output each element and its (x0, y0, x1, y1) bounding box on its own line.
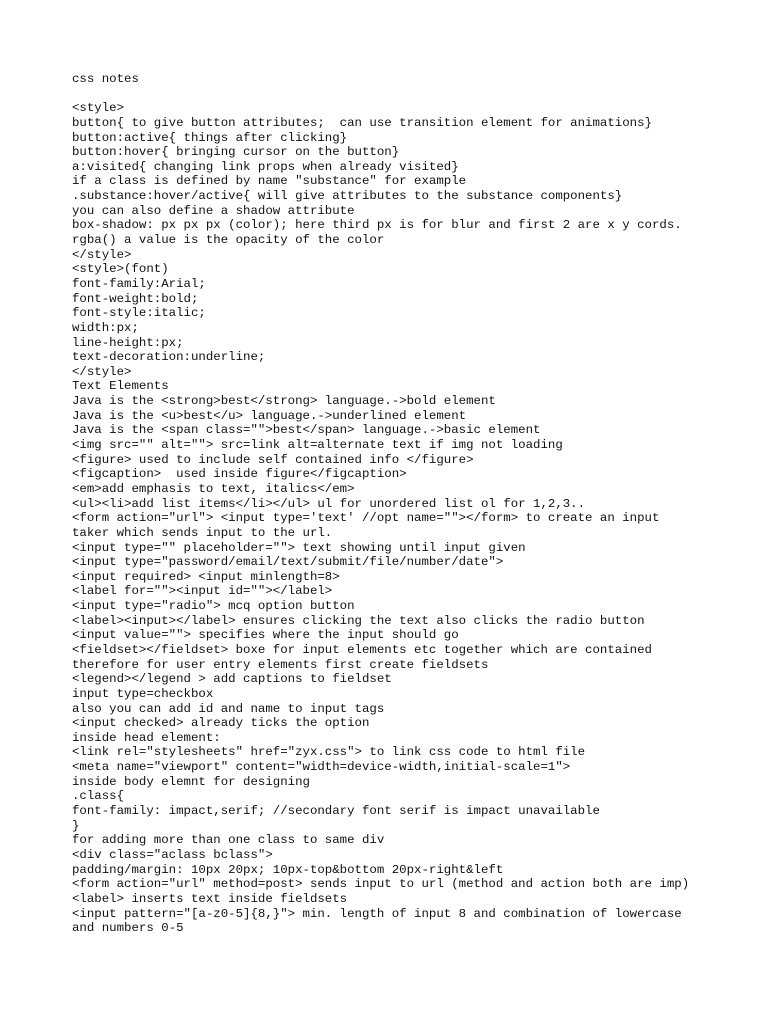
text-line: and numbers 0-5 (72, 921, 184, 936)
text-line: inside body elemnt for designing (72, 774, 310, 789)
text-line: </style> (72, 247, 132, 262)
text-line: <figure> used to include self contained info </figure> (72, 452, 474, 467)
text-line: font-weight:bold; (72, 291, 199, 306)
text-line: <fieldset></fieldset> boxe for input elements etc together which are contained (72, 642, 652, 657)
text-line: <label><input></label> ensures clicking the text also clicks the radio button (72, 613, 645, 628)
text-line: .substance:hover/active{ will give attributes to the substance components} (72, 189, 623, 204)
text-line: <legend></legend > add captions to fieldset (72, 672, 392, 687)
text-line: box-shadow: px px px (color); here third px is for blur and first 2 are x y cords. (72, 218, 682, 233)
text-line: <label for=""><input id=""></label> (72, 584, 333, 599)
text-line: line-height:px; (72, 335, 184, 350)
text-line: font-family: impact,serif; //secondary font serif is impact unavailable (72, 804, 600, 819)
text-line: <label> inserts text inside fieldsets (72, 891, 348, 906)
text-line: <style> (72, 101, 125, 116)
text-line: Java is the <span class="">best</span> language.->basic element (72, 423, 541, 438)
text-line: font-family:Arial; (72, 276, 206, 291)
text-line: <meta name="viewport" content="width=device-width,initial-scale=1"> (72, 760, 571, 775)
text-line: rgba() a value is the opacity of the color (72, 233, 385, 248)
text-line: <input type="" placeholder=""> text showing until input given (72, 540, 526, 555)
text-line: button:hover{ bringing cursor on the button} (72, 145, 400, 160)
text-line: if a class is defined by name "substance" for example (72, 174, 467, 189)
text-line: Java is the <u>best</u> language.->underlined element (72, 408, 467, 423)
text-line: font-style:italic; (72, 306, 206, 321)
document-title: css notes (72, 72, 139, 86)
text-line: taker which sends input to the url. (72, 525, 333, 540)
text-line: <input pattern="[a-z0-5]{8,}"> min. length of input 8 and combination of lowercase (72, 906, 682, 921)
text-line: also you can add id and name to input tags (72, 701, 385, 716)
document-body (72, 72, 752, 936)
text-line: <form action="url" method=post> sends input to url (method and action both are imp) (72, 877, 690, 892)
document-lines (72, 87, 752, 936)
text-line: padding/margin: 10px 20px; 10px-top&bottom 20px-right&left (72, 862, 504, 877)
text-line: button{ to give button attributes; can use transition element for animations} (72, 115, 652, 130)
text-line (72, 87, 752, 102)
text-line: <input type="password/email/text/submit/file/number/date"> (72, 555, 504, 570)
text-line: input type=checkbox (72, 686, 214, 701)
text-line: Java is the <strong>best</strong> language.->bold element (72, 394, 496, 409)
text-line: .class{ (72, 789, 125, 804)
text-line: } (72, 818, 80, 833)
text-line: <ul><li>add list items</li></ul> ul for unordered list ol for 1,2,3.. (72, 496, 586, 511)
text-line: <div class="aclass bclass"> (72, 847, 273, 862)
text-line: </style> (72, 364, 132, 379)
text-line: <figcaption> used inside figure</figcaption> (72, 467, 407, 482)
text-line: therefore for user entry elements first create fieldsets (72, 657, 489, 672)
text-line: button:active{ things after clicking} (72, 130, 348, 145)
text-line: <input value=""> specifies where the input should go (72, 628, 459, 643)
text-line: <style>(font) (72, 262, 169, 277)
text-line: <em>add emphasis to text, italics</em> (72, 481, 355, 496)
text-line: <input required> <input minlength=8> (72, 569, 340, 584)
text-line: you can also define a shadow attribute (72, 203, 355, 218)
text-line: <img src="" alt=""> src=link alt=alternate text if img not loading (72, 438, 563, 453)
text-line: for adding more than one class to same div (72, 833, 385, 848)
text-line: <form action="url"> <input type='text' //opt name=""></form> to create an input (72, 511, 660, 526)
text-line: <input type="radio"> mcq option button (72, 599, 355, 614)
text-line: Text Elements (72, 379, 169, 394)
text-line: <input checked> already ticks the option (72, 716, 370, 731)
text-line: width:px; (72, 320, 139, 335)
text-line: <link rel="stylesheets" href="zyx.css"> to link css code to html file (72, 745, 586, 760)
text-line: text-decoration:underline; (72, 350, 266, 365)
text-line: a:visited{ changing link props when already visited} (72, 159, 459, 174)
text-line: inside head element: (72, 730, 221, 745)
